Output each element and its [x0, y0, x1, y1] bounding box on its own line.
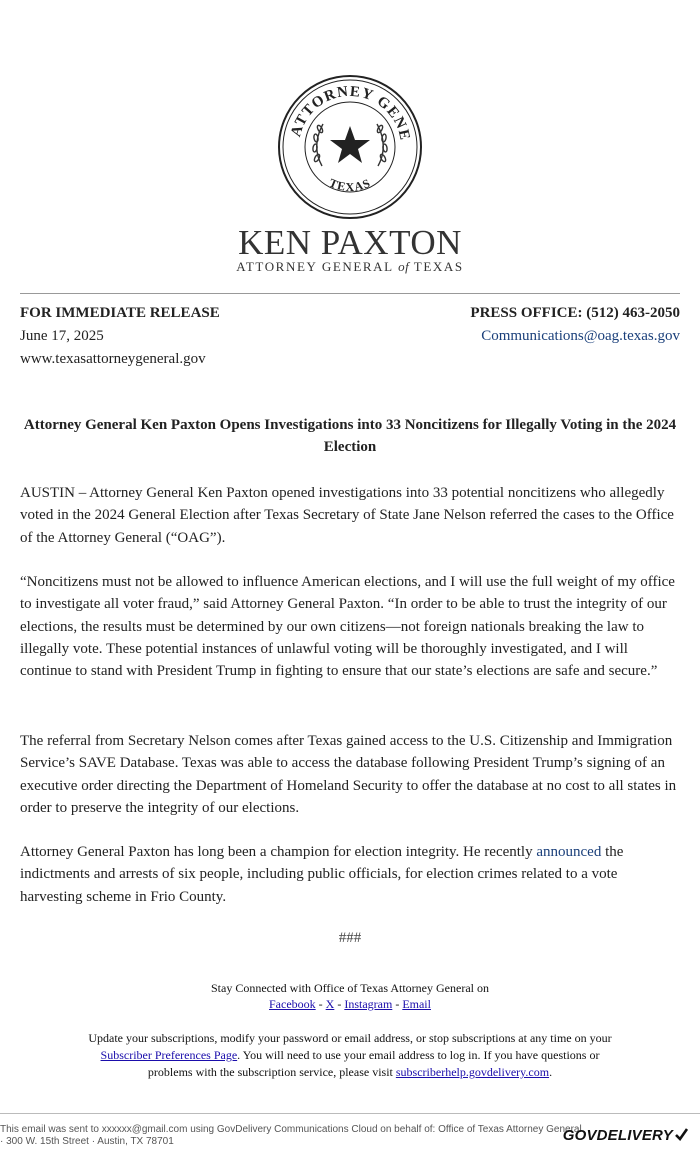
social-links — [0, 996, 700, 1013]
subscription-line-3-end: . — [549, 1065, 553, 1079]
release-label: FOR IMMEDIATE RELEASE — [20, 305, 220, 321]
paragraph-4-post: the indictments and arrests of six people, including public officials, for election crimes related to a vote harvesting scheme in Frio County. — [20, 844, 624, 905]
brand-subtitle-post: TEXAS — [409, 259, 464, 274]
social-sep: - — [392, 997, 403, 1011]
social-sep: - — [334, 997, 345, 1011]
email-link[interactable]: Email — [402, 997, 431, 1011]
subscriber-help-link[interactable]: subscriberhelp.govdelivery.com — [395, 1065, 550, 1079]
x-link[interactable]: X — [325, 997, 335, 1011]
announced-link[interactable]: announced — [536, 844, 602, 860]
release-date: June 17, 2025 — [20, 328, 104, 344]
end-mark: ### — [338, 930, 362, 946]
paragraph-4-pre: Attorney General Paxton has long been a champion for election integrity. He recently — [20, 844, 537, 860]
govdelivery-line-1: This email was sent to xxxxxx@gmail.com using GovDelivery Communications Cloud on behalf of: Office of Texas Attorney General — [0, 1124, 582, 1135]
subscription-line-2-text: . You will need to use your email address to log in. If you have questions or — [237, 1048, 600, 1062]
subscription-line-1: Update your subscriptions, modify your password or email address, or stop subscriptions at any time on your — [88, 1031, 612, 1045]
svg-text:TEXAS — [327, 176, 373, 194]
brand-subtitle-of: of — [398, 259, 410, 274]
paragraph-1: AUSTIN – Attorney General Ken Paxton opened investigations into 33 potential noncitizens who allegedly voted in the 2024 General Election after Texas Secretary of State Jane Nelson referred the cases to the Office of the Attorney General (“OAG”). — [20, 485, 674, 546]
article-title: Attorney General Ken Paxton Opens Investigations into 33 Noncitizens for Illegally Voting in the 2024 Election — [23, 417, 677, 455]
press-office: PRESS OFFICE: (512) 463-2050 — [470, 305, 680, 321]
govdelivery-divider — [0, 1113, 700, 1114]
stay-connected-text: Stay Connected with Office of Texas Attorney General on — [211, 981, 489, 995]
brand-name: KEN PAXTON — [238, 223, 462, 262]
paragraph-3: The referral from Secretary Nelson comes after Texas gained access to the U.S. Citizenship and Immigration Service’s SAVE Database. Texas was able to access the database following President Trump’s signing of an executive order directing the Department of Homeland Security to offer the database at no cost to all states in order to preserve the integrity of our elections. — [20, 733, 677, 816]
facebook-link[interactable]: Facebook — [269, 997, 316, 1011]
instagram-link[interactable]: Instagram — [344, 997, 393, 1011]
subscription-line-3 — [0, 1064, 700, 1081]
paragraph-2: “Noncitizens must not be allowed to influence American elections, and I will use the full weight of my office to investigate all voter fraud,” said Attorney General Paxton. “In order to be able to trust the integrity of our elections, the results must be determined by our own citizens—not foreign nationals breaking the law to illegally vote. These potential instances of unlawful voting will be thoroughly investigated, and I will continue to stand with President Trump in fighting to ensure that our state’s elections are safe and secure.” — [20, 574, 675, 680]
paragraph-4 — [20, 841, 682, 908]
govdelivery-logo-text: GOVDELIVERY — [562, 1127, 673, 1144]
brand-subtitle-pre: ATTORNEY GENERAL — [236, 259, 399, 274]
seal-bottom-text: TEXAS — [327, 175, 373, 194]
subscription-line-2 — [0, 1047, 700, 1064]
govdelivery-line-2: · 300 W. 15th Street · Austin, TX 78701 — [0, 1136, 174, 1147]
subscription-line-3-text: problems with the subscription service, please visit — [147, 1065, 396, 1079]
seal-ring-text: ATTORNEY GENE — [288, 83, 413, 143]
press-email-link[interactable]: Communications@oag.texas.gov — [481, 328, 680, 344]
govdelivery-notice — [0, 1124, 590, 1148]
attorney-general-seal — [277, 74, 423, 220]
govdelivery-check-icon — [674, 1127, 688, 1141]
social-sep: - — [315, 997, 326, 1011]
star-icon — [330, 126, 370, 163]
govdelivery-logo[interactable] — [563, 1127, 688, 1144]
brand-subtitle — [0, 259, 700, 275]
subscriber-preferences-link[interactable]: Subscriber Preferences Page — [100, 1048, 238, 1062]
header-divider — [20, 293, 680, 294]
website-text: www.texasattorneygeneral.gov — [20, 351, 206, 367]
